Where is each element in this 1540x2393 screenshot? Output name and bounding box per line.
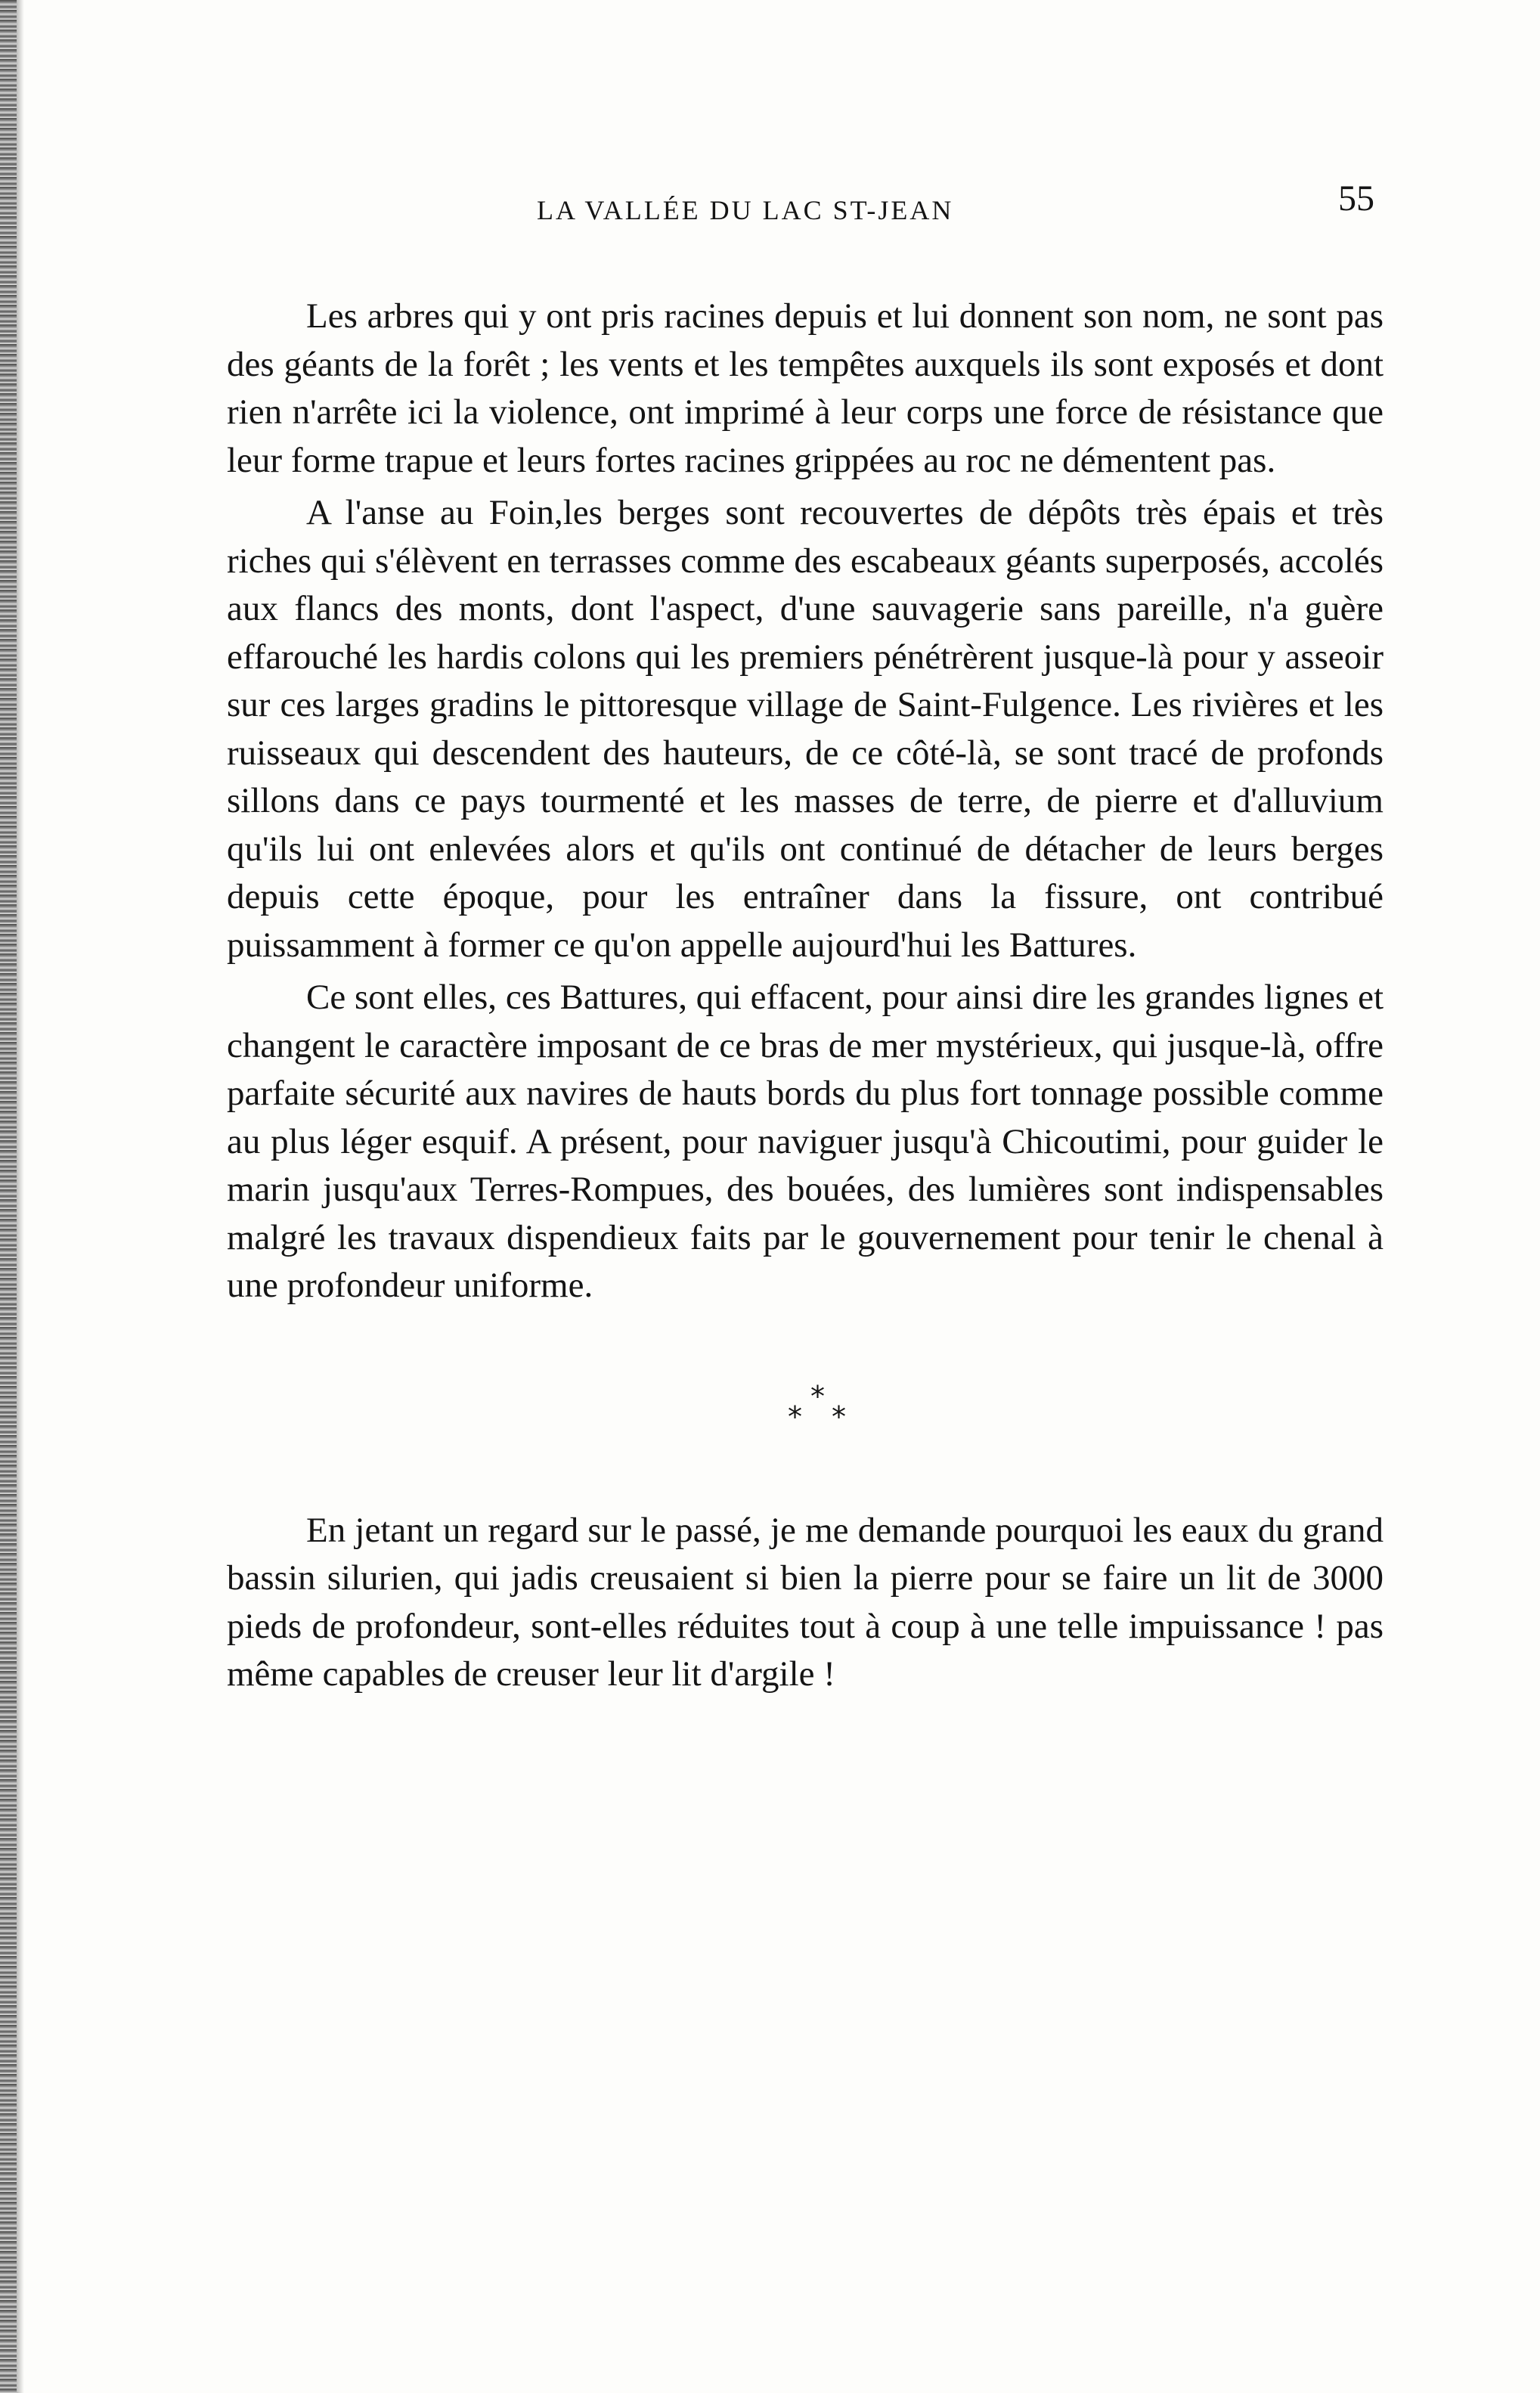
asterism-separator [227,1310,1384,1507]
binding-edge [0,0,17,2393]
binding-shadow [17,0,24,2393]
asterism-star-top: * [810,1379,825,1413]
paragraph-anse-au-foin: A l'anse au Foin,les berges sont recouvertes de dépôts très épais et très riches qui s'élèvent en terrasses comme des escabeaux géants superposés, accolés aux flancs des monts, dont l'aspect, d'une sauvagerie sans pareille, n'a guère effarouché les hardis colons qui les premiers pénétrèrent jusque-là pour y asseoir sur ces larges gradins le pittoresque village de Saint-Fulgence. Les rivières et les ruisseaux qui descendent des hauteurs, de ce côté-là, se sont tracé de profonds sillons dans ce pays tourmenté et les masses de terre, de pierre et d'alluvium qu'ils lui ont enlevées alors et qu'ils ont continué de détacher de leurs berges depuis cette époque, pour les entraîner dans la fissure, ont contribué puissamment à former ce qu'on appelle aujourd'hui les Battures. [227,493,1384,965]
page-header [227,178,1384,246]
paragraph-battures: Ce sont elles, ces Battures, qui effacent, pour ainsi dire les grandes lignes et changent le caractère imposant de ce bras de mer mystérieux, qui jusque-là, offre parfaite sécurité aux navires de hauts bords du plus fort tonnage possible comme au plus léger esquif. A présent, pour naviguer jusqu'à Chicoutimi, pour guider le marin jusqu'aux Terres-Rompues, des bouées, des lumières sont indispensables malgré les travaux dispendieux faits par le gouvernement pour tenir le chenal à une profondeur uniforme. [227,978,1384,1305]
page-text-block [227,178,1384,1699]
asterism-star-left: * [788,1400,802,1434]
running-title: LA VALLÉE DU LAC ST-JEAN [537,195,954,225]
paragraph-silurian-basin: En jetant un regard sur le passé, je me demande pourquoi les eaux du grand bassin silurien, qui jadis creusaient si bien la pierre pour se faire un lit de 3000 pieds de profondeur, sont-elles réduites tout à coup à une telle impuissance ! pas même capables de creuser leur lit d'argile ! [227,1510,1384,1694]
page-number: 55 [1338,178,1374,219]
paragraph-trees: Les arbres qui y ont pris racines depuis et lui donnent son nom, ne sont pas des géants de la forêt ; les vents et les tempêtes auxquels ils sont exposés et dont rien n'arrête ici la violence, ont imprimé à leur corps une force de résistance que leur forme trapue et leurs fortes racines grippées au roc ne démentent pas. [227,296,1384,480]
asterism-star-right: * [832,1400,846,1434]
